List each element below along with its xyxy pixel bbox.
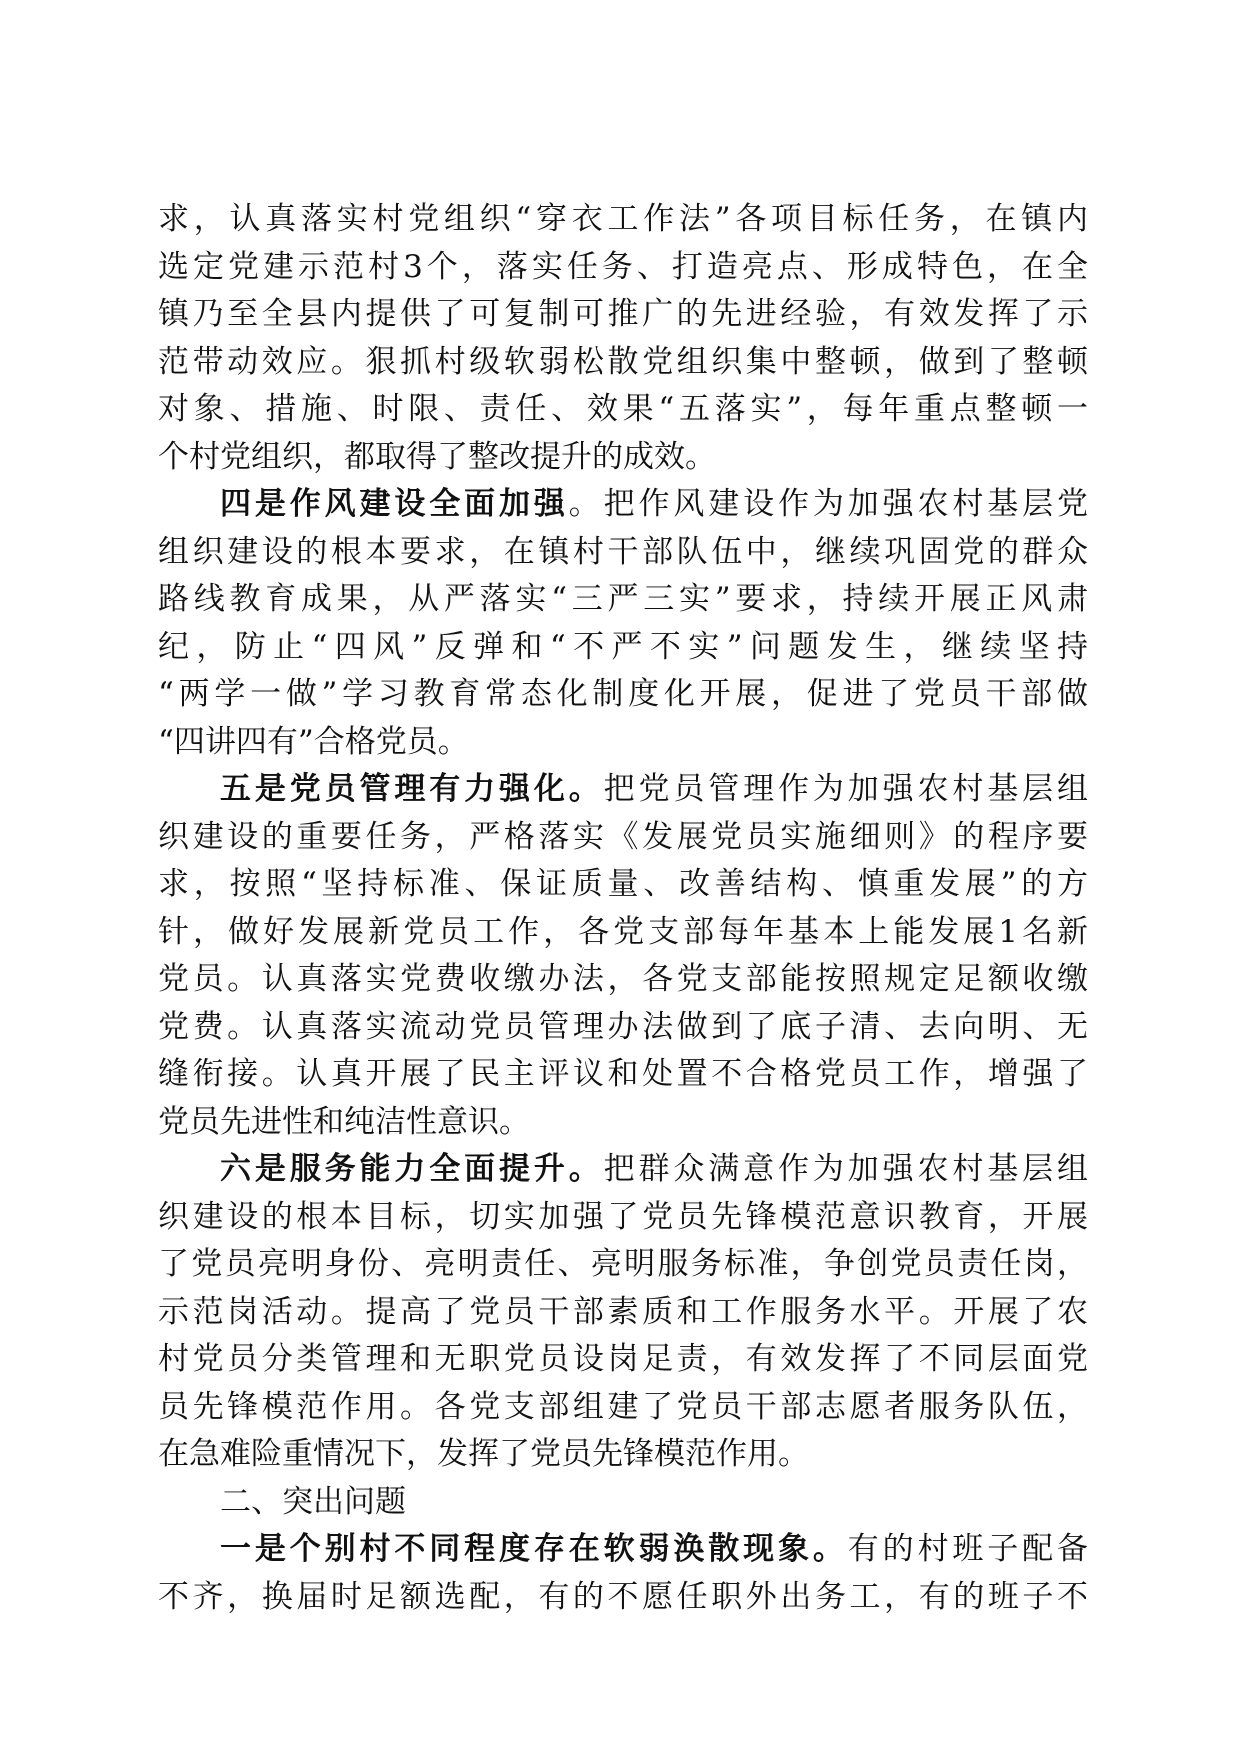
text-line <box>158 196 1088 244</box>
text-line <box>158 1099 1088 1147</box>
line-text: 党员。认真落实党费收缴办法，各党支部能按照规定足额收缴 <box>158 961 1088 997</box>
bold-lead: 一是个别村不同程度存在软弱涣散现象。 <box>220 1531 848 1567</box>
text-line <box>158 244 1088 292</box>
line-text: 缝衔接。认真开展了民主评议和处置不合格党员工作，增强了 <box>158 1056 1088 1092</box>
line-text: 求，认真落实村党组织“穿衣工作法”各项目标任务，在镇内 <box>158 201 1088 237</box>
text-line <box>158 1336 1088 1384</box>
text-line <box>158 719 1088 767</box>
line-text: 纪，防止“四风”反弹和“不严不实”问题发生，继续坚持 <box>158 628 1088 665</box>
line-text: 个村党组织，都取得了整改提升的成效。 <box>158 438 716 475</box>
paragraph-heading-line <box>158 1526 1088 1574</box>
text-line <box>158 1051 1088 1099</box>
bold-lead: 四是作风建设全面加强 <box>220 486 569 522</box>
line-text: 有的村班子配备 <box>847 1531 1088 1567</box>
text-line <box>158 909 1088 957</box>
line-text: 在急难险重情况下，发挥了党员先锋模范作用。 <box>158 1436 809 1472</box>
line-text: 把党员管理作为加强农村基层组 <box>603 771 1088 807</box>
line-text: 组织建设的根本要求，在镇村干部队伍中，继续巩固党的群众 <box>158 533 1088 570</box>
text-line <box>158 814 1088 862</box>
line-text: 了党员亮明身份、亮明责任、亮明服务标准，争创党员责任岗， <box>158 1246 1088 1282</box>
text-line <box>158 1289 1088 1337</box>
line-text: 镇乃至全县内提供了可复制可推广的先进经验，有效发挥了示 <box>158 296 1088 332</box>
text-line <box>158 434 1088 482</box>
line-text: 针，做好发展新党员工作，各党支部每年基本上能发展1名新 <box>158 913 1088 950</box>
line-text: 对象、措施、时限、责任、效果“五落实”，每年重点整顿一 <box>158 391 1088 427</box>
text-line <box>158 1241 1088 1289</box>
line-text: 党员先进性和纯洁性意识。 <box>158 1103 530 1140</box>
line-text: 把群众满意作为加强农村基层组 <box>603 1151 1088 1187</box>
paragraph-heading-line <box>158 766 1088 814</box>
text-line <box>158 956 1088 1004</box>
line-text: 党费。认真落实流动党员管理办法做到了底子清、去向明、无 <box>158 1008 1088 1045</box>
text-line <box>158 386 1088 434</box>
text-line <box>158 291 1088 339</box>
line-text: 求，按照“坚持标准、保证质量、改善结构、慎重发展”的方 <box>158 866 1088 902</box>
text-line <box>158 1431 1088 1479</box>
line-text: 不齐，换届时足额选配，有的不愿任职外出务工，有的班子不 <box>158 1578 1088 1615</box>
section-heading <box>158 1479 1088 1527</box>
bold-lead: 六是服务能力全面提升。 <box>220 1151 604 1187</box>
line-text: 员先锋模范作用。各党支部组建了党员干部志愿者服务队伍， <box>158 1388 1088 1425</box>
text-line <box>158 1574 1088 1622</box>
text-line <box>158 1004 1088 1052</box>
line-text: 。把作风建设作为加强农村基层党 <box>568 486 1088 522</box>
paragraph-heading-line <box>158 1146 1088 1194</box>
line-text: 村党员分类管理和无职党员设岗足责，有效发挥了不同层面党 <box>158 1341 1088 1377</box>
line-text: 示范岗活动。提高了党员干部素质和工作服务水平。开展了农 <box>158 1293 1088 1330</box>
section-heading-text: 二、突出问题 <box>220 1483 406 1520</box>
bold-lead: 五是党员管理有力强化。 <box>220 771 604 807</box>
text-line <box>158 624 1088 672</box>
line-text: “四讲四有”合格党员。 <box>158 723 469 760</box>
text-line <box>158 529 1088 577</box>
line-text: 选定党建示范村3个，落实任务、打造亮点、形成特色，在全 <box>158 248 1088 285</box>
text-line <box>158 1194 1088 1242</box>
paragraph-heading-line <box>158 481 1088 529</box>
document-page <box>158 196 1088 1621</box>
text-line <box>158 1384 1088 1432</box>
text-line <box>158 576 1088 624</box>
line-text: 范带动效应。狠抓村级软弱松散党组织集中整顿，做到了整顿 <box>158 343 1088 380</box>
line-text: 织建设的重要任务，严格落实《发展党员实施细则》的程序要 <box>158 818 1088 855</box>
text-line <box>158 861 1088 909</box>
line-text: “两学一做”学习教育常态化制度化开展，促进了党员干部做 <box>158 676 1088 712</box>
text-line <box>158 339 1088 387</box>
line-text: 路线教育成果，从严落实“三严三实”要求，持续开展正风肃 <box>158 581 1088 617</box>
text-line <box>158 671 1088 719</box>
line-text: 织建设的根本目标，切实加强了党员先锋模范意识教育，开展 <box>158 1198 1088 1235</box>
